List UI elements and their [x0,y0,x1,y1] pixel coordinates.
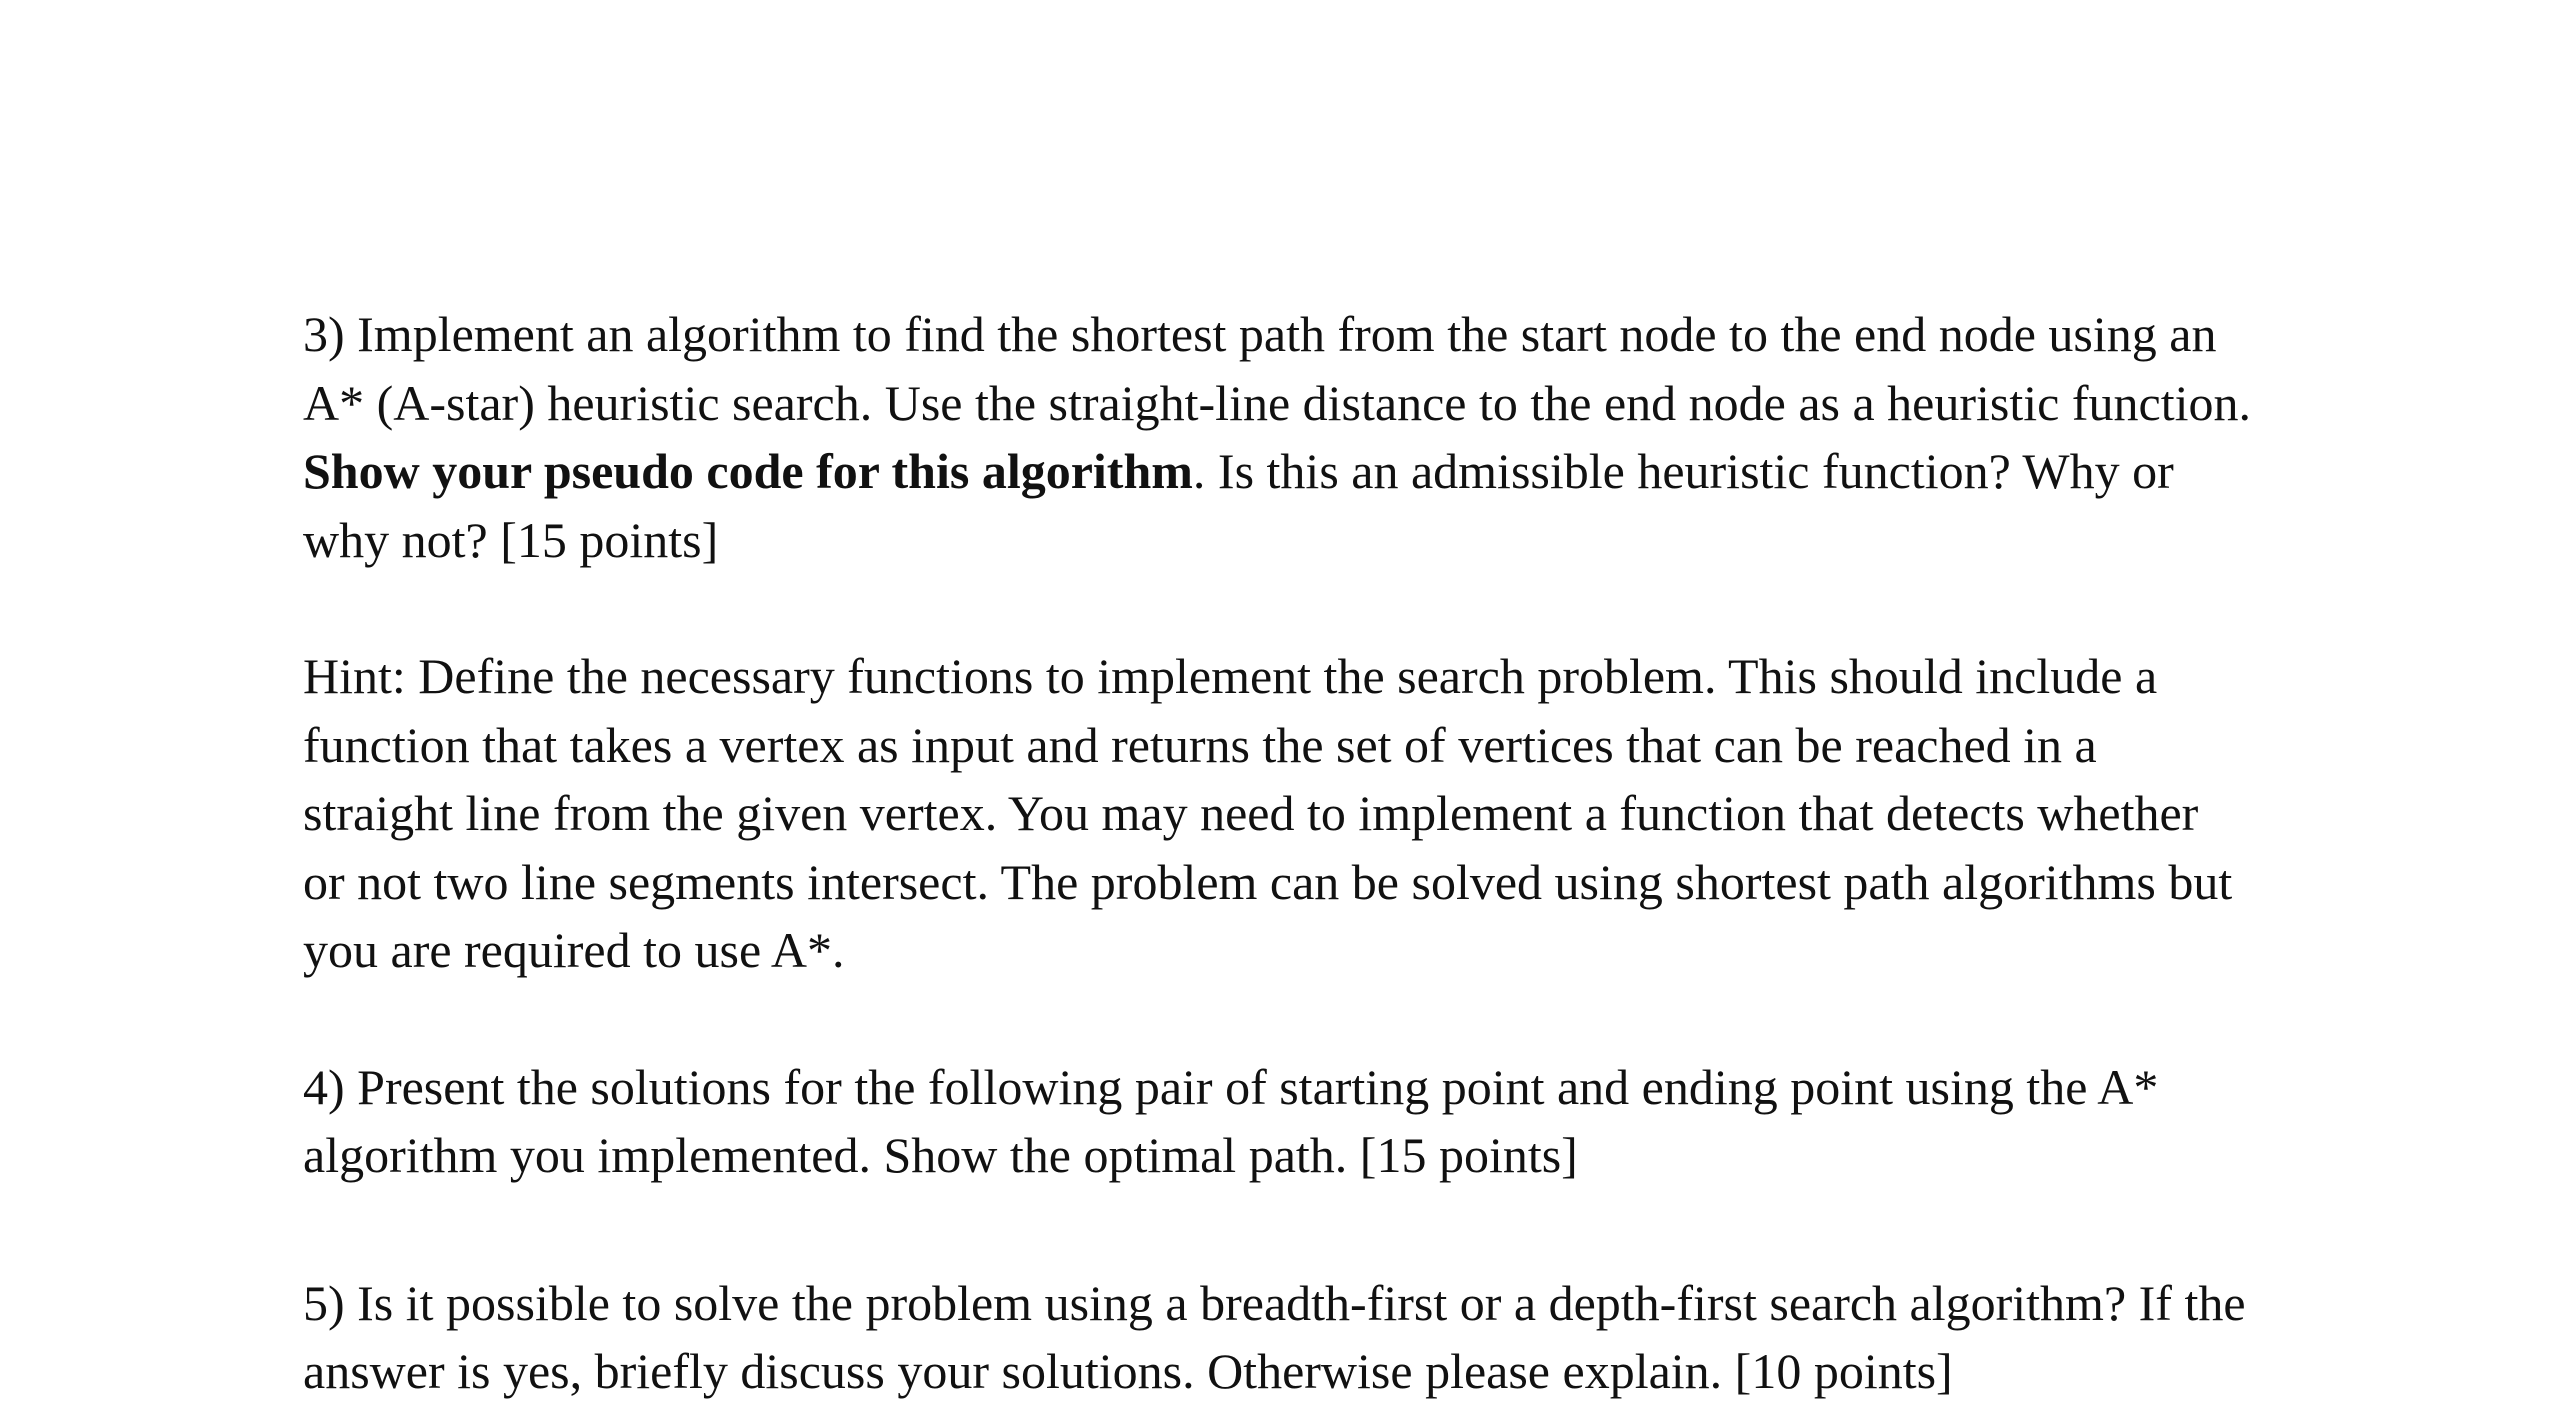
question-4-line-1: 4) Present the solutions for the following pair of starting point and ending point using the A* [303,1058,2159,1115]
hint-line-5: you are required to use A*. [303,922,845,978]
question-5-line-1: 5) Is it possible to solve the problem using a breadth-first or a depth-first search algorithm? If the [303,1274,2246,1331]
question-3-line-1: 3) Implement an algorithm to find the shortest path from the start node to the end node using an [303,306,2217,362]
question-3-line-2: A* (A-star) heuristic search. Use the straight-line distance to the end node as a heuristic function. [303,374,2251,431]
hint-line-1: Hint: Define the necessary functions to implement the search problem. This should include a [303,648,2158,704]
hint-line-4: or not two line segments intersect. The problem can be solved using shortest path algorithms but [303,853,2233,910]
document-body [303,300,2333,1406]
question-4-paragraph [303,1053,2333,1190]
question-4-line-2: algorithm you implemented. Show the optimal path. [15 points] [303,1127,1578,1183]
question-3-bold-instruction: Show your pseudo code for this algorithm [303,443,1193,499]
question-3-line-3 [303,437,2333,506]
hint-line-2: function that takes a vertex as input and returns the set of vertices that can be reached in a [303,716,2097,773]
question-3-line-4: why not? [15 points] [303,511,719,568]
question-3-paragraph [303,300,2333,574]
hint-paragraph [303,642,2333,985]
question-5-line-2: answer is yes, briefly discuss your solutions. Otherwise please explain. [10 points] [303,1343,1953,1399]
hint-line-3: straight line from the given vertex. You may need to implement a function that detects whether [303,785,2199,841]
question-5-paragraph [303,1269,2333,1406]
question-3-line-3-rest: . Is this an admissible heuristic function? Why or [1192,443,2174,499]
